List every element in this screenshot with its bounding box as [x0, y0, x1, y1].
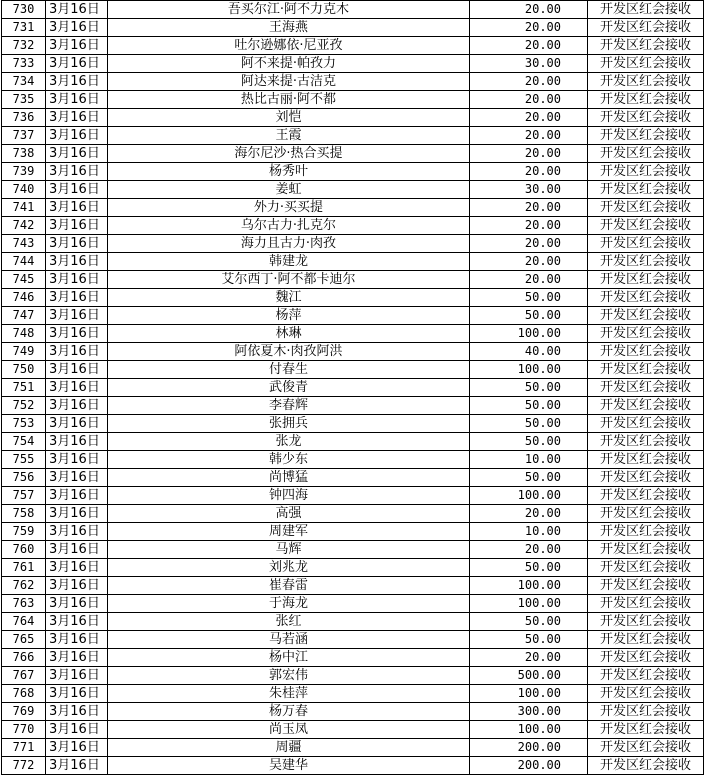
amount-cell: 20.00 [470, 127, 588, 145]
amount-cell: 20.00 [470, 73, 588, 91]
table-row [2, 73, 704, 91]
row-number-cell: 734 [2, 73, 46, 91]
receiver-cell: 开发区红会接收 [588, 163, 704, 181]
amount-cell: 20.00 [470, 235, 588, 253]
receiver-cell: 开发区红会接收 [588, 613, 704, 631]
donor-name-cell: 杨中江 [108, 649, 470, 667]
row-number-cell: 752 [2, 397, 46, 415]
amount-cell: 20.00 [470, 253, 588, 271]
table-row [2, 37, 704, 55]
row-number-cell: 742 [2, 217, 46, 235]
amount-cell: 30.00 [470, 181, 588, 199]
date-cell: 3月16日 [46, 451, 108, 469]
date-cell: 3月16日 [46, 721, 108, 739]
receiver-cell: 开发区红会接收 [588, 73, 704, 91]
donor-name-cell: 外力·买买提 [108, 199, 470, 217]
amount-cell: 300.00 [470, 703, 588, 721]
donor-name-cell: 马辉 [108, 541, 470, 559]
row-number-cell: 747 [2, 307, 46, 325]
amount-cell: 50.00 [470, 631, 588, 649]
donor-name-cell: 武俊青 [108, 379, 470, 397]
row-number-cell: 740 [2, 181, 46, 199]
receiver-cell: 开发区红会接收 [588, 91, 704, 109]
date-cell: 3月16日 [46, 487, 108, 505]
row-number-cell: 760 [2, 541, 46, 559]
receiver-cell: 开发区红会接收 [588, 37, 704, 55]
table-row [2, 181, 704, 199]
amount-cell: 20.00 [470, 109, 588, 127]
receiver-cell: 开发区红会接收 [588, 487, 704, 505]
table-row [2, 91, 704, 109]
amount-cell: 20.00 [470, 541, 588, 559]
amount-cell: 50.00 [470, 379, 588, 397]
table-row [2, 289, 704, 307]
amount-cell: 50.00 [470, 289, 588, 307]
donor-name-cell: 刘兆龙 [108, 559, 470, 577]
table-row [2, 361, 704, 379]
receiver-cell: 开发区红会接收 [588, 235, 704, 253]
receiver-cell: 开发区红会接收 [588, 1, 704, 19]
row-number-cell: 735 [2, 91, 46, 109]
donor-name-cell: 张龙 [108, 433, 470, 451]
date-cell: 3月16日 [46, 55, 108, 73]
amount-cell: 20.00 [470, 217, 588, 235]
donor-name-cell: 热比古丽·阿不都 [108, 91, 470, 109]
amount-cell: 20.00 [470, 199, 588, 217]
donor-name-cell: 杨秀叶 [108, 163, 470, 181]
date-cell: 3月16日 [46, 127, 108, 145]
date-cell: 3月16日 [46, 235, 108, 253]
table-row [2, 199, 704, 217]
table-row [2, 271, 704, 289]
amount-cell: 100.00 [470, 361, 588, 379]
date-cell: 3月16日 [46, 109, 108, 127]
date-cell: 3月16日 [46, 253, 108, 271]
receiver-cell: 开发区红会接收 [588, 595, 704, 613]
table-row [2, 253, 704, 271]
amount-cell: 50.00 [470, 307, 588, 325]
date-cell: 3月16日 [46, 613, 108, 631]
table-row [2, 505, 704, 523]
donor-name-cell: 杨萍 [108, 307, 470, 325]
receiver-cell: 开发区红会接收 [588, 19, 704, 37]
table-row [2, 523, 704, 541]
donor-name-cell: 乌尔古力·扎克尔 [108, 217, 470, 235]
table-row [2, 127, 704, 145]
date-cell: 3月16日 [46, 19, 108, 37]
row-number-cell: 730 [2, 1, 46, 19]
amount-cell: 100.00 [470, 685, 588, 703]
date-cell: 3月16日 [46, 667, 108, 685]
receiver-cell: 开发区红会接收 [588, 631, 704, 649]
row-number-cell: 743 [2, 235, 46, 253]
amount-cell: 100.00 [470, 487, 588, 505]
table-row [2, 757, 704, 775]
table-row [2, 235, 704, 253]
amount-cell: 200.00 [470, 757, 588, 775]
receiver-cell: 开发区红会接收 [588, 433, 704, 451]
date-cell: 3月16日 [46, 271, 108, 289]
receiver-cell: 开发区红会接收 [588, 361, 704, 379]
row-number-cell: 758 [2, 505, 46, 523]
date-cell: 3月16日 [46, 217, 108, 235]
row-number-cell: 753 [2, 415, 46, 433]
amount-cell: 20.00 [470, 37, 588, 55]
row-number-cell: 746 [2, 289, 46, 307]
row-number-cell: 737 [2, 127, 46, 145]
table-row [2, 379, 704, 397]
date-cell: 3月16日 [46, 91, 108, 109]
amount-cell: 30.00 [470, 55, 588, 73]
receiver-cell: 开发区红会接收 [588, 181, 704, 199]
receiver-cell: 开发区红会接收 [588, 721, 704, 739]
receiver-cell: 开发区红会接收 [588, 541, 704, 559]
table-row [2, 595, 704, 613]
date-cell: 3月16日 [46, 343, 108, 361]
row-number-cell: 738 [2, 145, 46, 163]
date-cell: 3月16日 [46, 145, 108, 163]
receiver-cell: 开发区红会接收 [588, 109, 704, 127]
receiver-cell: 开发区红会接收 [588, 415, 704, 433]
receiver-cell: 开发区红会接收 [588, 343, 704, 361]
donor-name-cell: 杨万春 [108, 703, 470, 721]
amount-cell: 10.00 [470, 523, 588, 541]
amount-cell: 50.00 [470, 415, 588, 433]
donor-name-cell: 崔春雷 [108, 577, 470, 595]
row-number-cell: 770 [2, 721, 46, 739]
receiver-cell: 开发区红会接收 [588, 757, 704, 775]
donor-name-cell: 吐尔逊娜依·尼亚孜 [108, 37, 470, 55]
amount-cell: 100.00 [470, 577, 588, 595]
date-cell: 3月16日 [46, 199, 108, 217]
table-row [2, 721, 704, 739]
row-number-cell: 750 [2, 361, 46, 379]
receiver-cell: 开发区红会接收 [588, 127, 704, 145]
date-cell: 3月16日 [46, 559, 108, 577]
row-number-cell: 749 [2, 343, 46, 361]
receiver-cell: 开发区红会接收 [588, 271, 704, 289]
date-cell: 3月16日 [46, 685, 108, 703]
row-number-cell: 736 [2, 109, 46, 127]
table-row [2, 649, 704, 667]
row-number-cell: 751 [2, 379, 46, 397]
amount-cell: 20.00 [470, 271, 588, 289]
donor-name-cell: 阿达来提·古洁克 [108, 73, 470, 91]
table-row [2, 163, 704, 181]
row-number-cell: 739 [2, 163, 46, 181]
receiver-cell: 开发区红会接收 [588, 253, 704, 271]
date-cell: 3月16日 [46, 73, 108, 91]
table-row [2, 145, 704, 163]
donor-name-cell: 海尔尼沙·热合买提 [108, 145, 470, 163]
table-row [2, 631, 704, 649]
amount-cell: 100.00 [470, 325, 588, 343]
date-cell: 3月16日 [46, 379, 108, 397]
table-row [2, 1, 704, 19]
date-cell: 3月16日 [46, 577, 108, 595]
receiver-cell: 开发区红会接收 [588, 703, 704, 721]
date-cell: 3月16日 [46, 415, 108, 433]
donor-name-cell: 尚玉凤 [108, 721, 470, 739]
receiver-cell: 开发区红会接收 [588, 289, 704, 307]
table-row [2, 667, 704, 685]
receiver-cell: 开发区红会接收 [588, 469, 704, 487]
table-row [2, 19, 704, 37]
row-number-cell: 731 [2, 19, 46, 37]
table-row [2, 55, 704, 73]
table-row [2, 217, 704, 235]
amount-cell: 20.00 [470, 649, 588, 667]
date-cell: 3月16日 [46, 703, 108, 721]
date-cell: 3月16日 [46, 505, 108, 523]
receiver-cell: 开发区红会接收 [588, 217, 704, 235]
receiver-cell: 开发区红会接收 [588, 55, 704, 73]
receiver-cell: 开发区红会接收 [588, 667, 704, 685]
date-cell: 3月16日 [46, 739, 108, 757]
row-number-cell: 744 [2, 253, 46, 271]
table-row [2, 613, 704, 631]
receiver-cell: 开发区红会接收 [588, 739, 704, 757]
row-number-cell: 733 [2, 55, 46, 73]
date-cell: 3月16日 [46, 541, 108, 559]
date-cell: 3月16日 [46, 397, 108, 415]
table-row [2, 325, 704, 343]
donor-name-cell: 郭宏伟 [108, 667, 470, 685]
donor-name-cell: 高强 [108, 505, 470, 523]
row-number-cell: 754 [2, 433, 46, 451]
date-cell: 3月16日 [46, 649, 108, 667]
donor-name-cell: 刘恺 [108, 109, 470, 127]
date-cell: 3月16日 [46, 163, 108, 181]
table-row [2, 109, 704, 127]
donor-name-cell: 魏江 [108, 289, 470, 307]
row-number-cell: 767 [2, 667, 46, 685]
table-row [2, 397, 704, 415]
amount-cell: 200.00 [470, 739, 588, 757]
donor-name-cell: 李春辉 [108, 397, 470, 415]
date-cell: 3月16日 [46, 325, 108, 343]
table-row [2, 415, 704, 433]
receiver-cell: 开发区红会接收 [588, 649, 704, 667]
amount-cell: 20.00 [470, 91, 588, 109]
date-cell: 3月16日 [46, 1, 108, 19]
amount-cell: 20.00 [470, 1, 588, 19]
table-row [2, 541, 704, 559]
receiver-cell: 开发区红会接收 [588, 397, 704, 415]
receiver-cell: 开发区红会接收 [588, 145, 704, 163]
row-number-cell: 764 [2, 613, 46, 631]
date-cell: 3月16日 [46, 757, 108, 775]
donor-name-cell: 姜虹 [108, 181, 470, 199]
row-number-cell: 745 [2, 271, 46, 289]
row-number-cell: 763 [2, 595, 46, 613]
donor-name-cell: 张红 [108, 613, 470, 631]
amount-cell: 50.00 [470, 433, 588, 451]
amount-cell: 40.00 [470, 343, 588, 361]
table-row [2, 559, 704, 577]
receiver-cell: 开发区红会接收 [588, 325, 704, 343]
donor-name-cell: 王海燕 [108, 19, 470, 37]
row-number-cell: 756 [2, 469, 46, 487]
table-row [2, 487, 704, 505]
receiver-cell: 开发区红会接收 [588, 199, 704, 217]
donor-name-cell: 张拥兵 [108, 415, 470, 433]
row-number-cell: 759 [2, 523, 46, 541]
receiver-cell: 开发区红会接收 [588, 379, 704, 397]
row-number-cell: 766 [2, 649, 46, 667]
amount-cell: 500.00 [470, 667, 588, 685]
date-cell: 3月16日 [46, 307, 108, 325]
row-number-cell: 761 [2, 559, 46, 577]
receiver-cell: 开发区红会接收 [588, 559, 704, 577]
row-number-cell: 755 [2, 451, 46, 469]
donor-name-cell: 尚博猛 [108, 469, 470, 487]
donor-name-cell: 阿不来提·帕孜力 [108, 55, 470, 73]
date-cell: 3月16日 [46, 361, 108, 379]
row-number-cell: 732 [2, 37, 46, 55]
donor-name-cell: 林琳 [108, 325, 470, 343]
donation-table [1, 0, 704, 775]
date-cell: 3月16日 [46, 595, 108, 613]
date-cell: 3月16日 [46, 523, 108, 541]
donor-name-cell: 朱桂萍 [108, 685, 470, 703]
date-cell: 3月16日 [46, 433, 108, 451]
amount-cell: 50.00 [470, 397, 588, 415]
table-row [2, 739, 704, 757]
receiver-cell: 开发区红会接收 [588, 451, 704, 469]
row-number-cell: 748 [2, 325, 46, 343]
table-row [2, 451, 704, 469]
date-cell: 3月16日 [46, 289, 108, 307]
donor-name-cell: 王霞 [108, 127, 470, 145]
amount-cell: 20.00 [470, 505, 588, 523]
donor-name-cell: 韩建龙 [108, 253, 470, 271]
table-row [2, 343, 704, 361]
table-row [2, 685, 704, 703]
receiver-cell: 开发区红会接收 [588, 307, 704, 325]
amount-cell: 20.00 [470, 19, 588, 37]
date-cell: 3月16日 [46, 469, 108, 487]
donor-name-cell: 钟四海 [108, 487, 470, 505]
donor-name-cell: 韩少东 [108, 451, 470, 469]
row-number-cell: 771 [2, 739, 46, 757]
date-cell: 3月16日 [46, 631, 108, 649]
amount-cell: 50.00 [470, 559, 588, 577]
date-cell: 3月16日 [46, 181, 108, 199]
donation-rows [2, 1, 704, 775]
row-number-cell: 762 [2, 577, 46, 595]
amount-cell: 50.00 [470, 613, 588, 631]
amount-cell: 50.00 [470, 469, 588, 487]
amount-cell: 100.00 [470, 595, 588, 613]
table-row [2, 433, 704, 451]
table-row [2, 307, 704, 325]
row-number-cell: 765 [2, 631, 46, 649]
donor-name-cell: 阿依夏木·肉孜阿洪 [108, 343, 470, 361]
table-row [2, 703, 704, 721]
receiver-cell: 开发区红会接收 [588, 523, 704, 541]
date-cell: 3月16日 [46, 37, 108, 55]
donor-name-cell: 周疆 [108, 739, 470, 757]
row-number-cell: 757 [2, 487, 46, 505]
donor-name-cell: 马若涵 [108, 631, 470, 649]
donor-name-cell: 海力且古力·肉孜 [108, 235, 470, 253]
donor-name-cell: 吴建华 [108, 757, 470, 775]
row-number-cell: 741 [2, 199, 46, 217]
amount-cell: 20.00 [470, 163, 588, 181]
receiver-cell: 开发区红会接收 [588, 577, 704, 595]
row-number-cell: 769 [2, 703, 46, 721]
donor-name-cell: 吾买尔江·阿不力克木 [108, 1, 470, 19]
row-number-cell: 772 [2, 757, 46, 775]
table-row [2, 469, 704, 487]
amount-cell: 20.00 [470, 145, 588, 163]
amount-cell: 100.00 [470, 721, 588, 739]
donor-name-cell: 艾尔西丁·阿不都卡迪尔 [108, 271, 470, 289]
receiver-cell: 开发区红会接收 [588, 505, 704, 523]
donor-name-cell: 付春生 [108, 361, 470, 379]
table-row [2, 577, 704, 595]
donor-name-cell: 于海龙 [108, 595, 470, 613]
donor-name-cell: 周建军 [108, 523, 470, 541]
amount-cell: 10.00 [470, 451, 588, 469]
receiver-cell: 开发区红会接收 [588, 685, 704, 703]
row-number-cell: 768 [2, 685, 46, 703]
